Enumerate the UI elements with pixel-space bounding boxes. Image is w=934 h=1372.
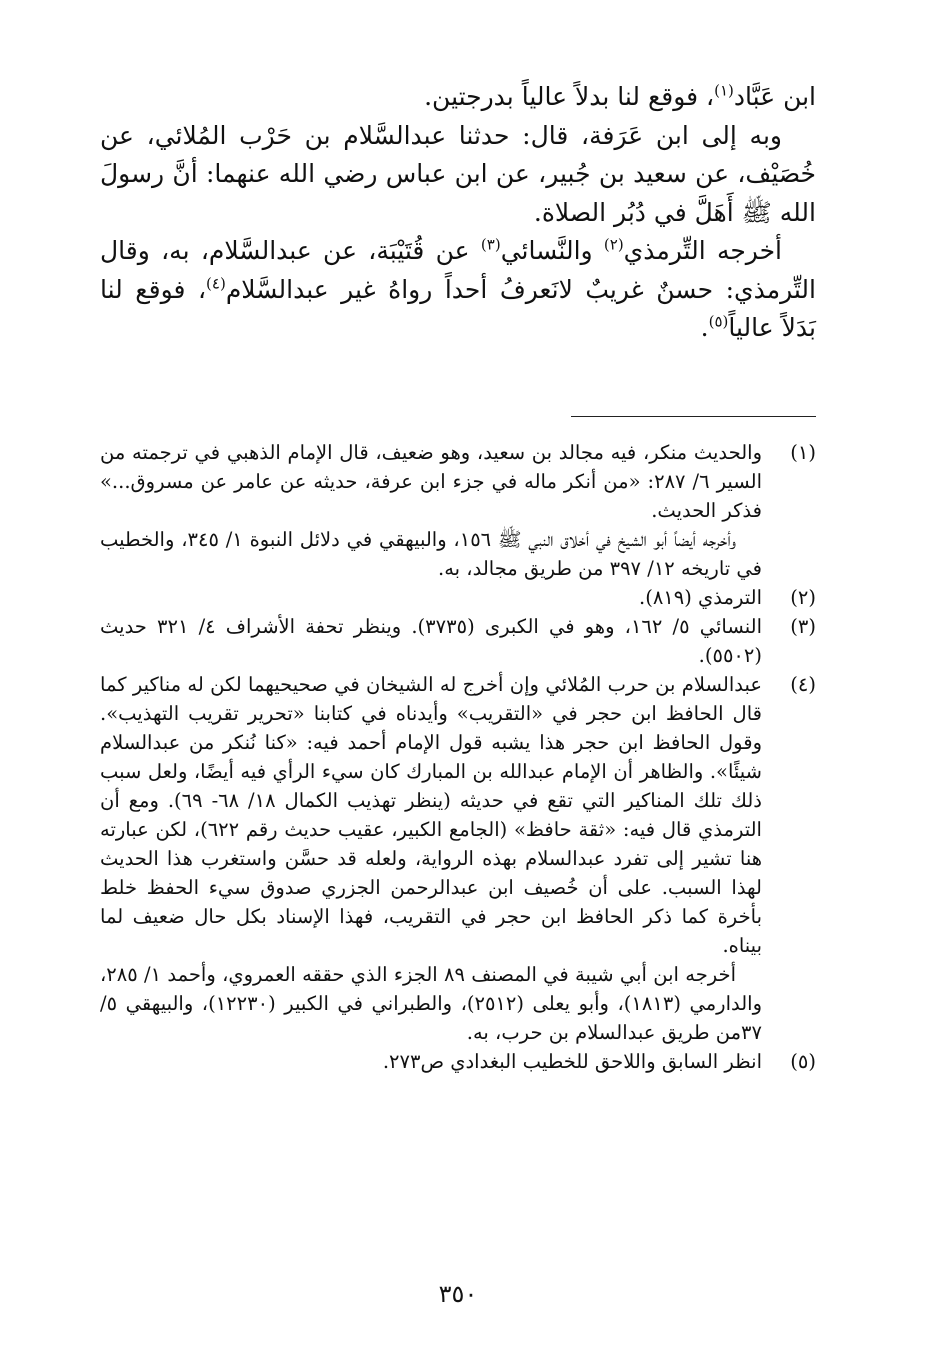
footnote-ref-3[interactable]: (٣) [480, 235, 501, 254]
footnote-number: (٥) [790, 1050, 816, 1073]
footnote-text: أخرجه ابن أبي شيبة في المصنف ٨٩ الجزء الذي حققه العمروي، وأحمد ١/ ٢٨٥، والدارمي (١٨١٣)، وأبو يعلى (٢٥١٢)، والطبراني في الكبير (١٢٢٣٠)، والبيهقي ٥/ ٣٧من طريق عبدالسلام بن حرب، به. [100, 963, 763, 1044]
footnote-5 [100, 1047, 816, 1076]
paragraph-1: ابن عَبَّاد$^{(١)}$، فوقع لنا بدلاً عالياً بدرجتين. [424, 81, 816, 111]
page-number: ٣٥٠ [438, 1280, 478, 1308]
footnote-ref-1[interactable]: (١) [714, 81, 734, 100]
footnotes [100, 438, 816, 1076]
footnote-number: (٤) [790, 673, 816, 696]
footnote-3 [100, 612, 816, 670]
paragraph-2: وبه إلى ابن عَرَفة، قال: حدثنا عبدالسَّلام بن حَرْب المُلائي، عن خُصَيْف، عن سعيد بن جُبير، عن ابن عباس رضي الله عنهما: أنَّ رسولَ الله ﷺ أَهَلَّ في دُبُر الصلاة. [100, 120, 816, 227]
footnote-text: انظر السابق واللاحق للخطيب البغدادي ص٢٧٣. [382, 1050, 762, 1073]
footnote-number: (١) [790, 441, 816, 464]
footnote-1 [100, 438, 816, 583]
footnote-text: وأخرجه أيضاً أبو الشيخ في أخلاق النبي ﷺ ١٥٦، والبيهقي في دلائل النبوة ١/ ٣٤٥، والخطيب في تاريخه ١٢/ ٣٩٧ من طريق مجالد، به. [100, 528, 762, 580]
footnote-separator [571, 416, 816, 417]
footnote-text: والحديث منكر، فيه مجالد بن سعيد، وهو ضعيف، قال الإمام الذهبي في ترجمته من السير ٦/ ٢٨٧: «من أنكر ماله في جزء ابن عرفة، حديثه عن عامر عن مسروق...» فذكر الحديث. [100, 441, 762, 522]
footnote-text: الترمذي (٨١٩). [639, 586, 762, 609]
footnote-text: عبدالسلام بن حرب المُلائي وإن أخرج له الشيخان في صحيحيهما لكن له مناكير كما قال الحافظ ابن حجر في «التقريب» وأيدناه في كتابنا «تحرير تقريب التهذيب». وقول الحافظ ابن حجر هذا يشبه قول الإمام أحمد فيه: «كنا نُنكر من عبدالسلام شيئًا». والظاهر أن الإمام عبدالله بن المبارك كان سيء الرأي فيه أيضًا، ولعل سبب ذلك تلك المناكير التي تقع في حديثه (ينظر تهذيب الكمال ١٨/ ٦٨- ٦٩). ومع أن الترمذي قال فيه: «ثقة حافظ» (الجامع الكبير، عقيب حديث رقم ٦٢٢)، لكن عبارته هنا تشير إلى تفرد عبدالسلام بهذه الرواية، ولعله قد حسَّن واستغرب هذا الحديث لهذا السبب. على أن خُصيف ابن عبدالرحمن الجزري صدوق سيء الحفظ خلط بأخرة كما ذكر الحافظ ابن حجر في التقريب، فهذا الإسناد بكل حال ضعيف لما بيناه. [100, 673, 762, 957]
main-text [100, 78, 816, 348]
footnote-number: (٢) [790, 586, 816, 609]
footnote-number: (٣) [790, 615, 816, 638]
page [100, 0, 816, 1372]
footnote-ref-4[interactable]: (٤) [206, 274, 226, 293]
paragraph-3: أخرجه التِّرمذي$^{(٢)}$ والنَّسائي$^{(٣)}$ عن قُتَيْبَة، عن عبدالسَّلام، به، وقال التِّرمذي: حسنٌ غريبٌ لانَعرفُ أحداً رواهُ غير عبدالسَّلام$^{(٤)}$، فوقع لنا بَدَلاً عالياً$^{(٥)}$. [100, 235, 816, 342]
footnote-4 [100, 670, 816, 1047]
footnote-ref-5[interactable]: (٥) [708, 312, 729, 331]
footnote-text: النسائي ٥/ ١٦٢، وهو في الكبرى (٣٧٣٥). وينظر تحفة الأشراف ٤/ ٣٢١ حديث (٥٥٠٢). [100, 615, 763, 667]
footnote-2 [100, 583, 816, 612]
footnote-ref-2[interactable]: (٢) [603, 235, 624, 254]
